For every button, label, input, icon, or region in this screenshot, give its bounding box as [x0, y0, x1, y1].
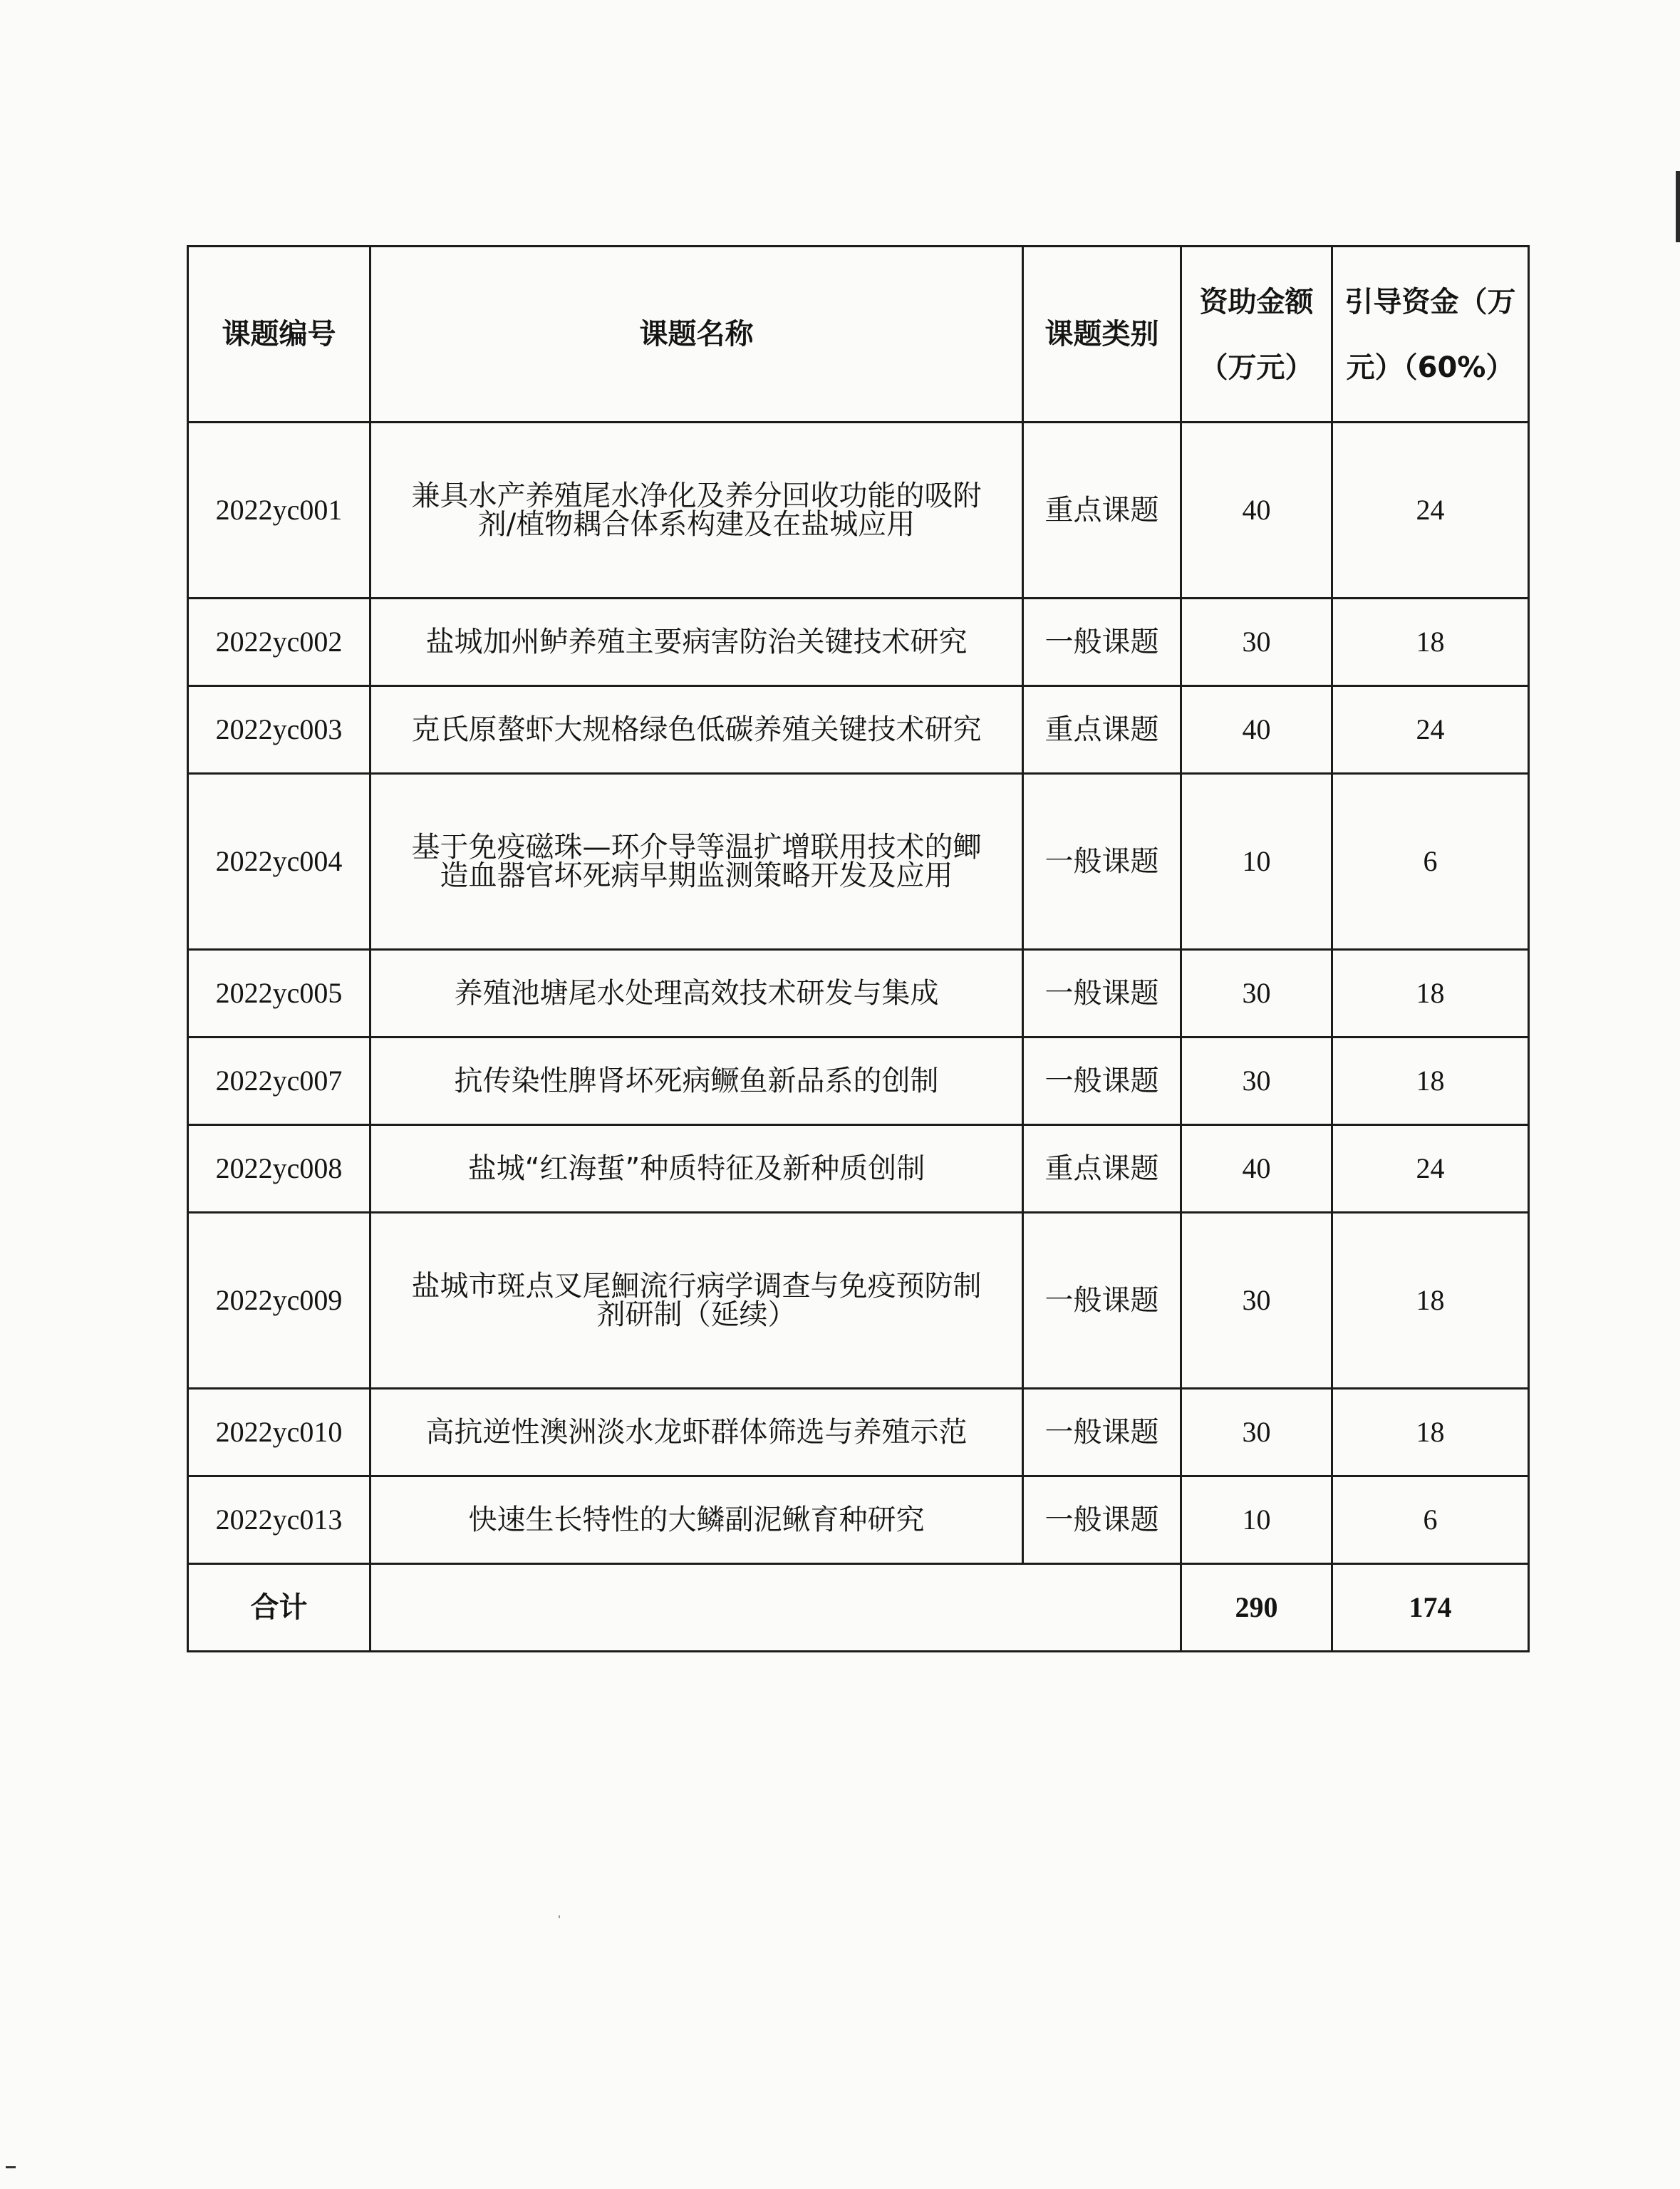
row-type: 一般课题 [1023, 1037, 1181, 1125]
row-name [370, 950, 1023, 1037]
scan-speck [559, 1915, 560, 1918]
row-amount: 30 [1181, 1037, 1332, 1125]
row-guide: 6 [1332, 1476, 1529, 1564]
row-guide: 6 [1332, 774, 1529, 950]
total-label: 合计 [188, 1564, 370, 1652]
row-type: 一般课题 [1023, 1476, 1181, 1564]
row-code: 2022yc010 [188, 1389, 370, 1476]
table-row [188, 1476, 1529, 1564]
row-name [370, 1037, 1023, 1125]
header-guide-line1: 引导资金（万 [1344, 286, 1516, 319]
corner-mark [6, 2166, 16, 2168]
row-name [370, 1125, 1023, 1213]
row-type: 重点课题 [1023, 1125, 1181, 1213]
row-amount: 40 [1181, 686, 1332, 774]
row-name-line1: 克氏原螯虾大规格绿色低碳养殖关键技术研究 [411, 713, 982, 746]
row-amount: 30 [1181, 599, 1332, 686]
row-name-line2: 剂/植物耦合体系构建及在盐城应用 [477, 508, 916, 541]
row-type: 重点课题 [1023, 686, 1181, 774]
table-row [188, 423, 1529, 599]
row-amount: 10 [1181, 774, 1332, 950]
total-amount: 290 [1181, 1564, 1332, 1652]
row-code: 2022yc002 [188, 599, 370, 686]
table-row [188, 950, 1529, 1037]
row-name [370, 686, 1023, 774]
row-code: 2022yc003 [188, 686, 370, 774]
row-name-line1: 抗传染性脾肾坏死病鳜鱼新品系的创制 [454, 1065, 939, 1097]
row-name [370, 599, 1023, 686]
table-row [188, 774, 1529, 950]
row-amount: 40 [1181, 1125, 1332, 1213]
row-name-line1: 盐城“红海蜇”种质特征及新种质创制 [467, 1152, 925, 1185]
row-guide: 18 [1332, 1037, 1529, 1125]
row-guide: 18 [1332, 599, 1529, 686]
row-guide: 18 [1332, 1389, 1529, 1476]
row-name [370, 1389, 1023, 1476]
row-name [370, 774, 1023, 950]
row-amount: 30 [1181, 1213, 1332, 1389]
row-code: 2022yc001 [188, 423, 370, 599]
row-name [370, 1213, 1023, 1389]
row-guide: 18 [1332, 1213, 1529, 1389]
row-type: 一般课题 [1023, 1213, 1181, 1389]
table-row [188, 1125, 1529, 1213]
grant-table [187, 245, 1530, 1652]
row-code: 2022yc008 [188, 1125, 370, 1213]
row-guide: 24 [1332, 423, 1529, 599]
table-row [188, 1213, 1529, 1389]
total-row [188, 1564, 1529, 1652]
row-name-line1: 高抗逆性澳洲淡水龙虾群体筛选与养殖示范 [425, 1416, 968, 1449]
header-row [188, 247, 1529, 423]
row-code: 2022yc013 [188, 1476, 370, 1564]
row-name-line1: 盐城加州鲈养殖主要病害防治关键技术研究 [425, 626, 968, 658]
row-type: 一般课题 [1023, 774, 1181, 950]
header-amount-line1: 资助金额 [1199, 286, 1314, 319]
table-row [188, 599, 1529, 686]
row-amount: 40 [1181, 423, 1332, 599]
row-guide: 24 [1332, 686, 1529, 774]
row-name-line1: 兼具水产养殖尾水净化及养分回收功能的吸附 [411, 480, 982, 512]
table-row [188, 1037, 1529, 1125]
row-type: 一般课题 [1023, 950, 1181, 1037]
row-name-line2: 剂研制（延续） [596, 1298, 797, 1331]
page-edge-mark [1676, 171, 1680, 242]
row-guide: 18 [1332, 950, 1529, 1037]
row-code: 2022yc004 [188, 774, 370, 950]
header-amount-line2: （万元） [1199, 351, 1314, 384]
total-guide: 174 [1332, 1564, 1529, 1652]
table-row [188, 1389, 1529, 1476]
row-name-line2: 造血器官坏死病早期监测策略开发及应用 [440, 859, 953, 892]
row-type: 一般课题 [1023, 1389, 1181, 1476]
row-name [370, 1476, 1023, 1564]
row-name-line1: 快速生长特性的大鳞副泥鳅育种研究 [468, 1504, 925, 1536]
header-type: 课题类别 [1023, 247, 1181, 423]
row-code: 2022yc009 [188, 1213, 370, 1389]
row-code: 2022yc005 [188, 950, 370, 1037]
header-code: 课题编号 [188, 247, 370, 423]
row-type: 重点课题 [1023, 423, 1181, 599]
header-name: 课题名称 [370, 247, 1023, 423]
header-guide-line2: 元）（60%） [1346, 351, 1515, 384]
header-amount [1181, 247, 1332, 423]
table-row [188, 686, 1529, 774]
row-name-line1: 盐城市斑点叉尾鮰流行病学调查与免疫预防制 [411, 1270, 982, 1303]
row-name-line1: 养殖池塘尾水处理高效技术研发与集成 [454, 977, 939, 1010]
total-empty-cell [370, 1564, 1181, 1652]
row-amount: 30 [1181, 950, 1332, 1037]
row-amount: 30 [1181, 1389, 1332, 1476]
header-guide [1332, 247, 1529, 423]
row-name [370, 423, 1023, 599]
row-guide: 24 [1332, 1125, 1529, 1213]
row-amount: 10 [1181, 1476, 1332, 1564]
row-name-line1: 基于免疫磁珠—环介导等温扩增联用技术的鲫 [411, 831, 982, 864]
row-code: 2022yc007 [188, 1037, 370, 1125]
row-type: 一般课题 [1023, 599, 1181, 686]
